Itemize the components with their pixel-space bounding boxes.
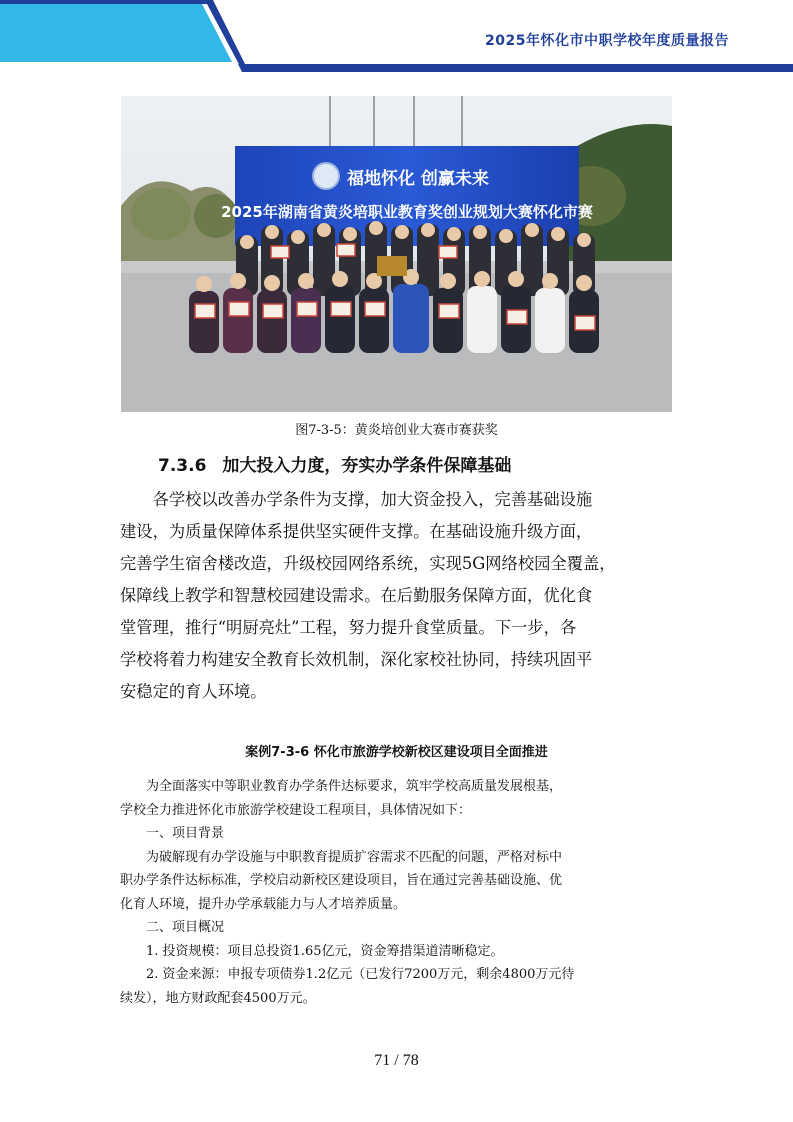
paragraph-line: 完善学生宿舍楼改造，升级校园网络系统，实现5G网络校园全覆盖， (120, 554, 616, 573)
case-line: 续发），地方财政配套4500万元。 (120, 990, 316, 1006)
page-number: 71 / 78 (374, 1052, 419, 1069)
header-cyan-band (0, 0, 232, 62)
paragraph-line: 建设，为质量保障体系提供坚实硬件支撑。在基础设施升级方面， (120, 522, 593, 541)
section-number: 7.3.6 (158, 456, 207, 476)
case-line: 为全面落实中等职业教育办学条件达标要求，筑牢学校高质量发展根基， (120, 779, 563, 794)
case-line: 职办学条件达标标准，学校启动新校区建设项目，旨在通过完善基础设施、优 (120, 873, 563, 888)
case-line: 学校全力推进怀化市旅游学校建设工程项目，具体情况如下： (120, 802, 472, 818)
case-line: 一、项目背景 (120, 826, 225, 841)
paragraph-line: 学校将着力构建安全教育长效机制，深化家校社协同，持续巩固平 (120, 650, 593, 669)
section-paragraph (120, 484, 673, 708)
page-header (0, 0, 793, 80)
paragraph-line: 堂管理，推行“明厨亮灶”工程，努力提升食堂质量。下一步，各 (120, 618, 577, 637)
paragraph-line: 安稳定的育人环境。 (120, 682, 267, 701)
banner-event-name: 2025年湖南省黄炎培职业教育奖创业规划大赛怀化市赛 (221, 203, 593, 221)
case-body (120, 775, 676, 1010)
award-photo (121, 96, 672, 412)
banner-slogan: 福地怀化 创赢未来 (347, 169, 489, 189)
report-title: 2025年怀化市中职学校年度质量报告 (485, 33, 729, 49)
header-navy-rule (238, 64, 793, 72)
paragraph-line: 各学校以改善办学条件为支撑，加大资金投入，完善基础设施 (120, 490, 593, 509)
section-heading (158, 451, 511, 476)
case-line: 为破解现有办学设施与中职教育提质扩容需求不匹配的问题，严格对标中 (120, 849, 563, 865)
figure-caption: 图7-3-5：黄炎培创业大赛市赛获奖 (295, 423, 498, 438)
case-title: 案例7-3-6 怀化市旅游学校新校区建设项目全面推进 (245, 745, 548, 760)
paragraph-line: 保障线上教学和智慧校园建设需求。在后勤服务保障方面，优化食 (120, 586, 593, 605)
case-line: 1. 投资规模：项目总投资1.65亿元，资金筹措渠道清晰稳定。 (120, 943, 504, 959)
case-line: 二、项目概况 (120, 920, 225, 935)
case-line: 2. 资金来源：申报专项债券1.2亿元（已发行7200万元，剩余4800万元待 (120, 967, 575, 982)
case-line: 化育人环境，提升办学承载能力与人才培养质量。 (120, 896, 407, 912)
section-title: 加大投入力度，夯实办学条件保障基础 (222, 456, 512, 476)
